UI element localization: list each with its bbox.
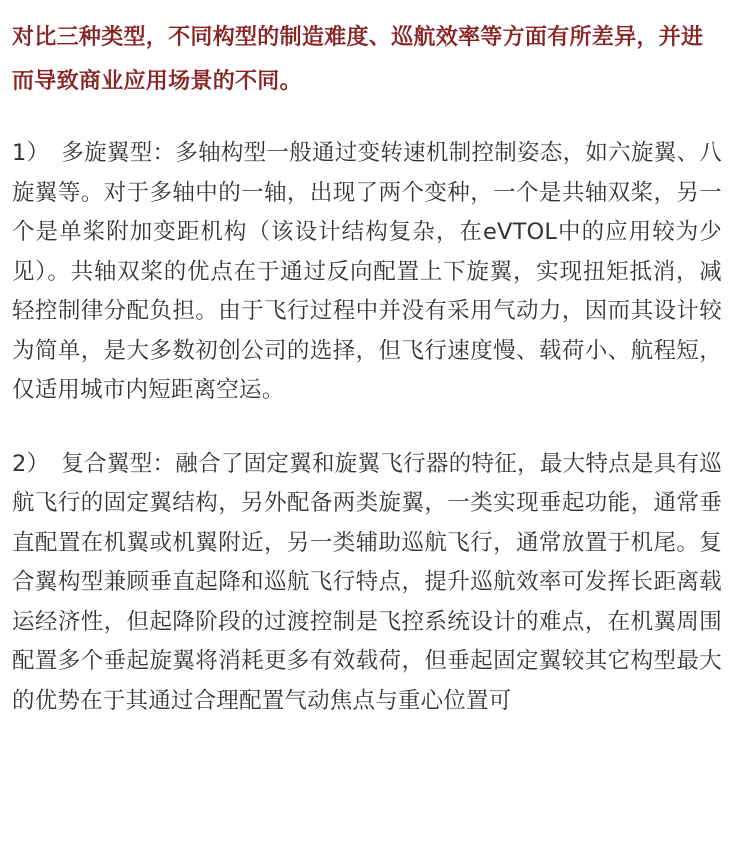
paragraph-number: 2）	[12, 450, 50, 477]
paragraph-compound-wing	[12, 445, 722, 722]
paragraph-multirotor	[12, 134, 722, 411]
article-headline: 对比三种类型，不同构型的制造难度、巡航效率等方面有所差异，并进而导致商业应用场景的不同。	[12, 25, 704, 94]
paragraph-text: 多旋翼型：多轴构型一般通过变转速机制控制姿态，如六旋翼、八旋翼等。对于多轴中的一轴，出现了两个变种，一个是共轴双桨，另一个是单桨附加变距机构（该设计结构复杂，在eVTOL中的应用较为少见）。共轴双桨的优点在于通过反向配置上下旋翼，实现扭矩抵消，减轻控制律分配负担。由于飞行过程中并没有采用气动力，因而其设计较为简单，是大多数初创公司的选择，但飞行速度慢、载荷小、航程短，仅适用城市内短距离空运。	[12, 140, 722, 403]
paragraph-text: 复合翼型：融合了固定翼和旋翼飞行器的特征，最大特点是具有巡航飞行的固定翼结构，另外配备两类旋翼，一类实现垂起功能，通常垂直配置在机翼或机翼附近，另一类辅助巡航飞行，通常放置于机尾。复合翼构型兼顾垂直起降和巡航飞行特点，提升巡航效率可发挥长距离载运经济性，但起降阶段的过渡控制是飞控系统设计的难点，在机翼周围配置多个垂起旋翼将消耗更多有效载荷，但垂起固定翼较其它构型最大的优势在于其通过合理配置气动焦点与重心位置可	[12, 450, 722, 714]
paragraph-number: 1）	[12, 140, 50, 166]
